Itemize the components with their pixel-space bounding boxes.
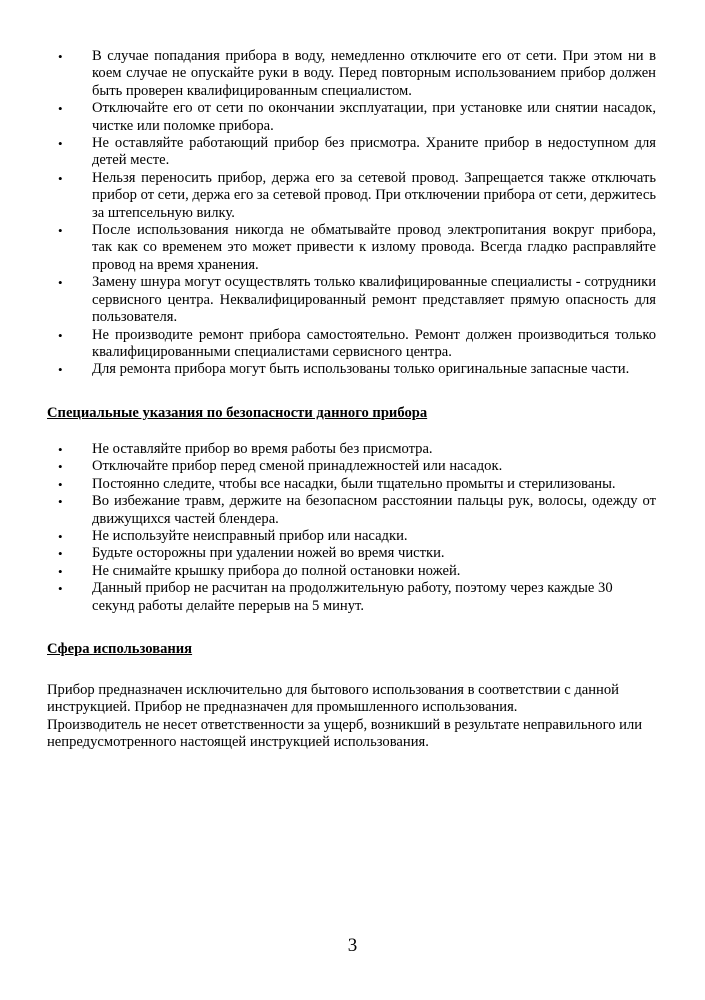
bullet-icon: •	[58, 494, 63, 510]
bullet-icon: •	[58, 101, 63, 117]
bullet-icon: •	[58, 327, 63, 343]
bullet-icon: •	[58, 136, 63, 152]
list-item	[56, 545, 656, 562]
list-item-text: Нельзя переносить прибор, держа его за сетевой провод. Запрещается также отключать прибор от сети, держа его за сетевой провод. При отключении прибора от сети, держитесь за штепсельную вилку.	[92, 169, 656, 221]
list-item	[56, 580, 656, 615]
list-item-text: После использования никогда не обматывайте провод электропитания вокруг прибора, так как со временем это может привести к излому провода. Всегда гладко расправляйте провод на время хранения.	[92, 222, 656, 273]
list-item	[56, 274, 656, 326]
bullet-icon: •	[58, 529, 63, 545]
list-item-text: Для ремонта прибора могут быть использованы только оригинальные запасные части.	[92, 361, 630, 378]
bullet-icon: •	[58, 546, 63, 562]
liability-paragraph: Производитель не несет ответственности за ущерб, возникший в результате неправильного или непредусмотренного настоящей инструкцией использования.	[47, 717, 643, 751]
list-item-text: Во избежание травм, держите на безопасном расстоянии пальцы рук, волосы, одежду от движущихся частей блендера.	[92, 493, 656, 527]
bullet-icon: •	[58, 275, 63, 291]
bullet-icon: •	[58, 223, 63, 239]
bullet-icon: •	[58, 170, 63, 186]
list-item-text: Замену шнура могут осуществлять только квалифицированные специалисты - сотрудники сервисного центра. Неквалифицированный ремонт представляет прямую опасность для пользователя.	[92, 274, 656, 326]
general-safety-list	[56, 48, 656, 379]
list-item	[56, 493, 656, 528]
list-item	[56, 563, 656, 580]
list-item-text: Данный прибор не расчитан на продолжительную работу, поэтому через каждые 30 секунд работы делайте перерыв на 5 минут.	[92, 580, 613, 614]
bullet-icon: •	[58, 362, 63, 378]
list-item-text: Будьте осторожны при удалении ножей во время чистки.	[92, 545, 445, 562]
bullet-icon: •	[58, 49, 63, 64]
list-item	[56, 441, 656, 458]
list-item-text: Постоянно следите, чтобы все насадки, были тщательно промыты и стерилизованы.	[92, 475, 616, 492]
list-item	[56, 476, 656, 493]
list-item-text: Не оставляйте прибор во время работы без присмотра.	[92, 441, 433, 457]
bullet-icon: •	[58, 459, 63, 475]
list-item-text: Не снимайте крышку прибора до полной остановки ножей.	[92, 562, 461, 579]
page-number: 3	[347, 935, 358, 956]
list-item	[56, 170, 656, 222]
list-item	[56, 327, 656, 362]
list-item-text: Отключайте его от сети по окончании эксплуатации, при установке или снятии насадок, чистке или поломке прибора.	[92, 100, 656, 134]
list-item	[56, 100, 656, 135]
bullet-icon: •	[58, 476, 63, 492]
list-item	[56, 222, 656, 274]
usage-scope-heading: Сфера использования	[47, 641, 193, 657]
list-item-text: Не оставляйте работающий прибор без присмотра. Храните прибор в недоступном для детей месте.	[92, 135, 656, 169]
special-safety-list	[56, 441, 656, 615]
list-item-text: В случае попадания прибора в воду, немедленно отключите его от сети. При этом ни в коем случае не опускайте руки в воду. Перед повторным использованием прибор должен быть проверен квалифицированным специалистом.	[92, 48, 656, 99]
list-item-text: Отключайте прибор перед сменой принадлежностей или насадок.	[92, 458, 503, 475]
list-item-text: Не производите ремонт прибора самостоятельно. Ремонт должен производиться только квалифицированными специалистами сервисного центра.	[92, 326, 656, 360]
bullet-icon: •	[58, 581, 63, 597]
special-instructions-heading: Специальные указания по безопасности данного прибора	[47, 405, 428, 421]
list-item	[56, 135, 656, 170]
bullet-icon: •	[58, 563, 63, 579]
usage-paragraph: Прибор предназначен исключительно для бытового использования в соответствии с данной инструкцией. Прибор не предназначен для промышленного использования.	[47, 682, 619, 716]
bullet-icon: •	[58, 442, 63, 457]
list-item-text: Не используйте неисправный прибор или насадки.	[92, 528, 408, 545]
list-item	[56, 361, 656, 378]
list-item	[56, 48, 656, 100]
list-item	[56, 458, 656, 475]
list-item	[56, 528, 656, 545]
